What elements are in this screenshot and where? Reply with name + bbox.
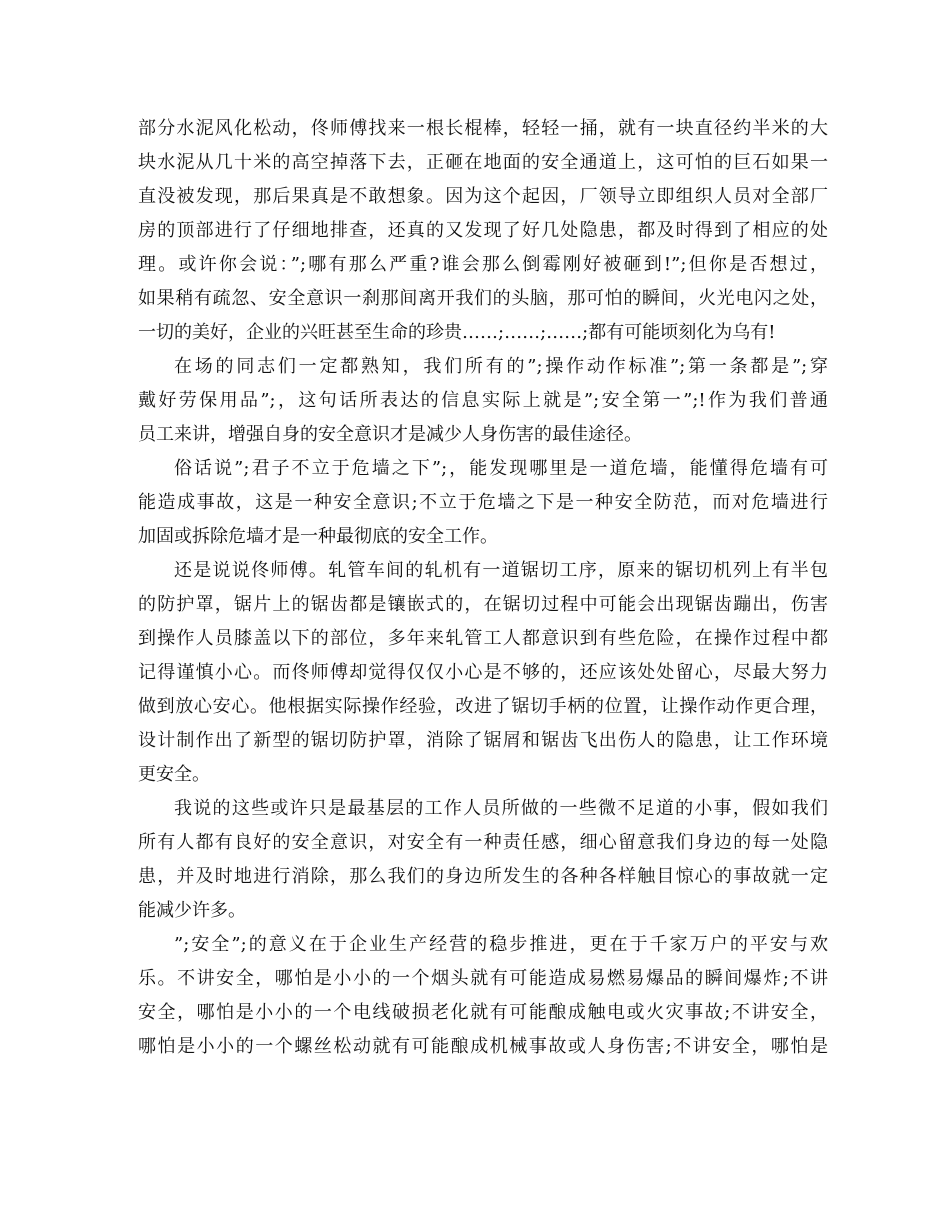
text-line: 患，并及时地进行消除，那么我们的身边所发生的各种各样触目惊心的事故就一定 [138, 866, 828, 887]
text-line: 做到放心安心。他根据实际操作经验，改进了锯切手柄的位置，让操作动作更合理， [138, 696, 828, 717]
text-line: 还是说说佟师傅。轧管车间的轧机有一道锯切工序，原来的锯切机列上有半包 [174, 560, 828, 581]
text-line: 记得谨慎小心。而佟师傅却觉得仅仅小心是不够的，还应该处处留心，尽最大努力 [138, 662, 828, 683]
text-line: 的防护罩，锯片上的锯齿都是镶嵌式的，在锯切过程中可能会出现锯齿蹦出，伤害 [138, 594, 828, 615]
text-line: 我说的这些或许只是最基层的工作人员所做的一些微不足道的小事，假如我们 [174, 798, 828, 819]
text-line: 到操作人员膝盖以下的部位，多年来轧管工人都意识到有些危险，在操作过程中都 [138, 628, 828, 649]
text-line: 加固或拆除危墙才是一种最彻底的安全工作。 [138, 526, 498, 547]
text-line: 一切的美好，企业的兴旺甚至生命的珍贵……;……;……;都有可能顷刻化为乌有! [138, 322, 776, 343]
document-body [138, 112, 828, 1064]
text-line: 部分水泥风化松动，佟师傅找来一根长棍棒，轻轻一捅，就有一块直径约半米的大 [138, 118, 828, 139]
text-line: 块水泥从几十米的高空掉落下去，正砸在地面的安全通道上，这可怕的巨石如果一 [138, 152, 828, 173]
text-line: 设计制作出了新型的锯切防护罩，消除了锯屑和锯齿飞出伤人的隐患，让工作环境 [138, 730, 828, 751]
text-line: 理。或许你会说：”;哪有那么严重?谁会那么倒霉刚好被砸到!”;但你是否想过， [138, 254, 828, 275]
text-line: 乐。不讲安全，哪怕是小小的一个烟头就有可能造成易燃易爆品的瞬间爆炸;不讲 [138, 968, 828, 989]
text-line: 俗话说”;君子不立于危墙之下”;，能发现哪里是一道危墙，能懂得危墙有可 [174, 458, 828, 479]
text-line: 戴好劳保用品”;，这句话所表达的信息实际上就是”;安全第一”;!作为我们普通 [138, 390, 828, 411]
text-line: 直没被发现，那后果真是不敢想象。因为这个起因，厂领导立即组织人员对全部厂 [138, 186, 828, 207]
text-line: 能减少许多。 [138, 900, 246, 921]
text-line: 房的顶部进行了仔细地排查，还真的又发现了好几处隐患，都及时得到了相应的处 [138, 220, 828, 241]
text-line: ”;安全”;的意义在于企业生产经营的稳步推进，更在于千家万户的平安与欢 [174, 934, 828, 955]
text-line: 所有人都有良好的安全意识，对安全有一种责任感，细心留意我们身边的每一处隐 [138, 832, 828, 853]
text-line: 更安全。 [138, 764, 210, 785]
text-line: 员工来讲，增强自身的安全意识才是减少人身伤害的最佳途径。 [138, 424, 642, 445]
text-line: 安全，哪怕是小小的一个电线破损老化就有可能酿成触电或火灾事故;不讲安全， [138, 1002, 828, 1023]
text-line: 哪怕是小小的一个螺丝松动就有可能酿成机械事故或人身伤害;不讲安全，哪怕是 [138, 1036, 828, 1057]
text-line: 如果稍有疏忽、安全意识一刹那间离开我们的头脑，那可怕的瞬间，火光电闪之处， [138, 288, 828, 309]
text-line: 能造成事故，这是一种安全意识;不立于危墙之下是一种安全防范，而对危墙进行 [138, 492, 828, 513]
text-line: 在场的同志们一定都熟知，我们所有的”;操作动作标准”;第一条都是”;穿 [174, 356, 828, 377]
